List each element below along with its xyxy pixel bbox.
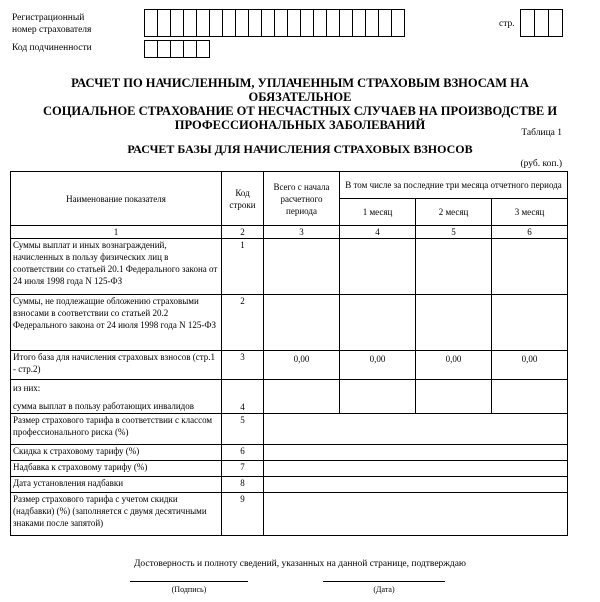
table-row bbox=[11, 461, 568, 477]
table-row bbox=[11, 493, 568, 536]
row-value-merged[interactable] bbox=[264, 477, 568, 493]
base-calculation-table bbox=[10, 171, 568, 536]
page-label: стр. bbox=[499, 19, 515, 29]
row-value-month3[interactable] bbox=[492, 239, 568, 295]
row-code: 9 bbox=[222, 493, 264, 536]
table-row bbox=[11, 351, 568, 380]
table-row bbox=[11, 380, 568, 414]
row-code: 4 bbox=[222, 380, 264, 414]
row-value-month1[interactable] bbox=[340, 239, 416, 295]
row-value-month2[interactable] bbox=[416, 380, 492, 414]
table-row bbox=[11, 477, 568, 493]
colnum: 6 bbox=[492, 226, 568, 239]
header-last3: В том числе за последние три месяца отчетного периода bbox=[340, 172, 568, 199]
row-code: 6 bbox=[222, 445, 264, 461]
row-value-month2[interactable]: 0,00 bbox=[416, 351, 492, 380]
row-name: Размер страхового тарифа с учетом скидки (надбавки) (%) (заполняется с двумя десятичными знаками после запятой) bbox=[11, 493, 222, 536]
reg-number-label: Регистрационный номер страхователя bbox=[12, 13, 92, 35]
subordination-label: Код подчиненности bbox=[12, 43, 92, 53]
header-code: Код строки bbox=[222, 172, 264, 226]
reg-number-cells[interactable] bbox=[144, 9, 404, 37]
row-code: 5 bbox=[222, 414, 264, 445]
units-label: (руб. коп.) bbox=[520, 159, 562, 169]
colnum: 2 bbox=[222, 226, 264, 239]
row-code: 8 bbox=[222, 477, 264, 493]
colnum: 5 bbox=[416, 226, 492, 239]
row-value-month2[interactable] bbox=[416, 239, 492, 295]
row-name: Размер страхового тарифа в соответствии с классом профессионального риска (%) bbox=[11, 414, 222, 445]
row-value-total[interactable] bbox=[264, 239, 340, 295]
row-value-month3[interactable] bbox=[492, 380, 568, 414]
row-code: 3 bbox=[222, 351, 264, 380]
row-name: Надбавка к страховому тарифу (%) bbox=[11, 461, 222, 477]
row-name: Суммы выплат и иных вознаграждений, начисленных в пользу физических лиц в соответствии со статьей 20.1 Федерального закона от 24 июля 1998 года N 125-ФЗ bbox=[11, 239, 222, 295]
row-value-month1[interactable]: 0,00 bbox=[340, 351, 416, 380]
row-code: 2 bbox=[222, 295, 264, 351]
row-value-merged[interactable] bbox=[264, 461, 568, 477]
row-value-merged[interactable] bbox=[264, 493, 568, 536]
row-name: Суммы, не подлежащие обложению страховыми взносами в соответствии со статьей 20.2 Федерального закона от 24 июля 1998 года N 125-ФЗ bbox=[11, 295, 222, 351]
colnum: 1 bbox=[11, 226, 222, 239]
row-value-month2[interactable] bbox=[416, 295, 492, 351]
date-label: (Дата) bbox=[373, 585, 395, 594]
row-value-month1[interactable] bbox=[340, 295, 416, 351]
signature-line[interactable] bbox=[130, 581, 248, 582]
table-row bbox=[11, 445, 568, 461]
row-value-merged[interactable] bbox=[264, 414, 568, 445]
column-number-row bbox=[11, 226, 568, 239]
page-number-cells[interactable] bbox=[520, 9, 562, 37]
row-code: 7 bbox=[222, 461, 264, 477]
row-value-merged[interactable] bbox=[264, 445, 568, 461]
date-line[interactable] bbox=[323, 581, 445, 582]
row-name: Дата установления надбавки bbox=[11, 477, 222, 493]
signature-label: (Подпись) bbox=[171, 585, 207, 594]
row-value-month3[interactable] bbox=[492, 295, 568, 351]
table-row bbox=[11, 295, 568, 351]
table-header-row bbox=[11, 172, 568, 199]
row-value-total[interactable]: 0,00 bbox=[264, 351, 340, 380]
table-row bbox=[11, 414, 568, 445]
header-month1: 1 месяц bbox=[340, 199, 416, 226]
colnum: 3 bbox=[264, 226, 340, 239]
row-name: Скидка к страховому тарифу (%) bbox=[11, 445, 222, 461]
row-name: из них: сумма выплат в пользу работающих инвалидов bbox=[11, 380, 222, 414]
row-code: 1 bbox=[222, 239, 264, 295]
header-total: Всего с начала расчетного периода bbox=[264, 172, 340, 226]
colnum: 4 bbox=[340, 226, 416, 239]
row-value-total[interactable] bbox=[264, 295, 340, 351]
row-value-month3[interactable]: 0,00 bbox=[492, 351, 568, 380]
row-value-month1[interactable] bbox=[340, 380, 416, 414]
subordination-cells[interactable] bbox=[144, 40, 209, 58]
table-subtitle: РАСЧЕТ БАЗЫ ДЛЯ НАЧИСЛЕНИЯ СТРАХОВЫХ ВЗНОСОВ bbox=[127, 142, 473, 156]
header-month2: 2 месяц bbox=[416, 199, 492, 226]
header-name: Наименование показателя bbox=[11, 172, 222, 226]
table-number: Таблица 1 bbox=[521, 128, 562, 138]
table-row bbox=[11, 239, 568, 295]
header-month3: 3 месяц bbox=[492, 199, 568, 226]
row-name: Итого база для начисления страховых взносов (стр.1 - стр.2) bbox=[11, 351, 222, 380]
row-value-total[interactable] bbox=[264, 380, 340, 414]
confirmation-text: Достоверность и полноту сведений, указанных на данной странице, подтверждаю bbox=[133, 559, 467, 569]
form-title: РАСЧЕТ ПО НАЧИСЛЕННЫМ, УПЛАЧЕННЫМ СТРАХОВЫМ ВЗНОСАМ НА ОБЯЗАТЕЛЬНОЕ СОЦИАЛЬНОЕ СТРАХОВАНИЕ ОТ НЕСЧАСТНЫХ СЛУЧАЕВ НА ПРОИЗВОДСТВЕ И ПРОФЕССИОНАЛЬНЫХ ЗАБОЛЕВАНИЙ bbox=[42, 76, 558, 132]
